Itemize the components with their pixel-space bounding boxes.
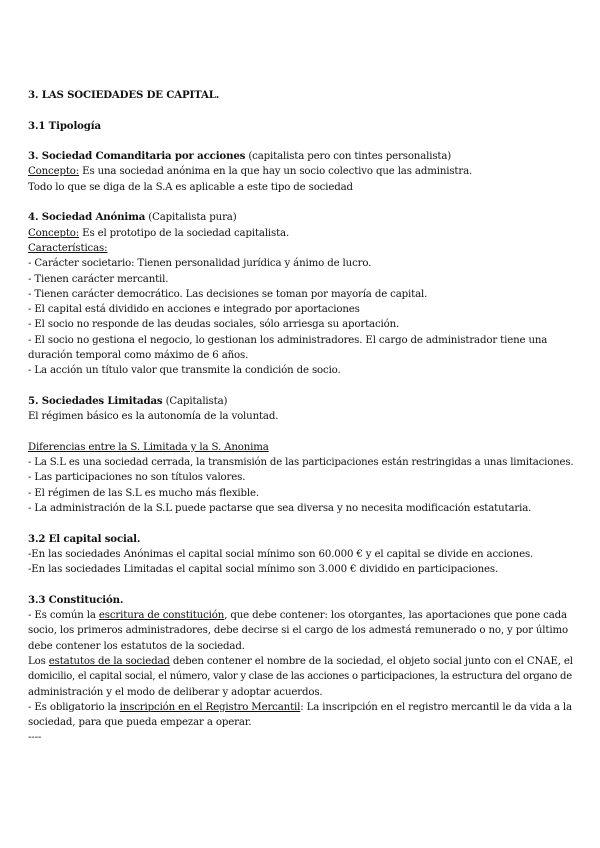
registro-link: inscripción en el Registro Mercantil: [119, 701, 301, 713]
escritura-link: escritura de constitución: [98, 610, 225, 622]
list-item: - Tienen carácter democrático. Las decisiones se toman por mayoría de capital.: [28, 288, 428, 300]
constitucion-p3-line2: sociedad, para que pueda empezar a operar.: [28, 717, 252, 729]
comanditaria-heading: 3. Sociedad Comanditaria por acciones: [28, 150, 246, 163]
limitadas-heading-line: [28, 394, 573, 409]
anonima-concept-text: Es el prototipo de la sociedad capitalista.: [79, 227, 290, 239]
list-item: - La acción un título valor que transmite la condición de socio.: [28, 365, 341, 377]
list-item: - El socio no responde de las deudas sociales, sólo arriesga su aportación.: [28, 319, 400, 331]
list-item: - El socio no gestiona el negocio, lo gestionan los administradores. El cargo de administrador tiene una: [28, 334, 548, 346]
anonima-heading: 4. Sociedad Anónima: [28, 211, 146, 224]
constitucion-p1-line2: socio, los primeros administradores, debe decirse si el cargo de los admestá remunerado o no, y por último: [28, 625, 568, 637]
limitadas-text: El régimen básico es la autonomía de la voluntad.: [28, 411, 279, 423]
anonima-heading-line: [28, 210, 573, 225]
list-item: - Tienen carácter mercantil.: [28, 273, 169, 285]
comanditaria-concept-line: [28, 164, 573, 179]
comanditaria-concept-text: Es una sociedad anónima en la que hay un socio colectivo que las administra.: [79, 166, 473, 178]
comanditaria-note: Todo lo que se diga de la S.A es aplicable a este tipo de sociedad: [28, 181, 353, 193]
constitucion-p1-line1: [28, 608, 573, 623]
constitucion-p3-a: - Es obligatorio la: [28, 701, 120, 713]
section-title: 3. LAS SOCIEDADES DE CAPITAL.: [28, 89, 220, 101]
anonima-qualifier: (Capitalista pura): [145, 212, 237, 224]
constitucion-p2-line3: administración y el modo de deliberar y adoptar acuerdos.: [28, 686, 323, 698]
constitucion-p2-a: Los: [28, 655, 49, 667]
anonima-features-label: Características:: [28, 242, 108, 254]
list-item: - El capital está dividido en acciones e integrado por aportaciones: [28, 304, 360, 316]
capital-line: -En las sociedades Limitadas el capital social mínimo son 3.000 € dividido en participaciones.: [28, 564, 499, 576]
comanditaria-qualifier: (capitalista pero con tintes personalista): [245, 151, 452, 163]
comanditaria-concept-label: Concepto:: [28, 166, 80, 178]
subsection-tipologia: 3.1 Tipología: [28, 119, 101, 132]
constitucion-p2-line1: [28, 654, 573, 669]
constitucion-p3-line1: [28, 700, 573, 715]
limitadas-heading: 5. Sociedades Limitadas: [28, 394, 163, 407]
constitucion-p2-b: deben contener el nombre de la sociedad, el objeto social junto con el CNAE, el: [169, 655, 573, 667]
anonima-concept-label: Concepto:: [28, 227, 80, 239]
list-item: - El régimen de las S.L es mucho más flexible.: [28, 487, 259, 499]
anonima-concept-line: [28, 226, 573, 241]
estatutos-link: estatutos de la sociedad: [48, 655, 170, 667]
capital-heading: 3.2 El capital social.: [28, 532, 141, 545]
list-item: - Las participaciones no son títulos valores.: [28, 472, 246, 484]
limitadas-diff-label: Diferencias entre la S. Limitada y la S. Anonima: [28, 441, 269, 453]
comanditaria-heading-line: [28, 149, 573, 164]
document-page: [28, 88, 573, 746]
capital-line: -En las sociedades Anónimas el capital social mínimo son 60.000 € y el capital se divide en acciones.: [28, 548, 534, 560]
end-marker: ----: [28, 732, 42, 744]
constitucion-heading: 3.3 Constitución.: [28, 593, 124, 606]
list-item: - La S.L es una sociedad cerrada, la transmisión de las participaciones están restringidas a unas limitaciones.: [28, 457, 574, 469]
constitucion-p1-line3: debe contener los estatutos de la sociedad.: [28, 640, 245, 652]
list-item: - La administración de la S.L puede pactarse que sea diversa y no necesita modificación estatutaria.: [28, 503, 532, 515]
constitucion-p1-b: , que debe contener: los otorgantes, las aportaciones que pone cada: [224, 610, 567, 622]
constitucion-p3-b: : La inscripción en el registro mercantil le da vida a la: [300, 701, 572, 713]
list-item: duración temporal como máximo de 6 años.: [28, 350, 249, 362]
constitucion-p1-a: - Es común la: [28, 610, 99, 622]
constitucion-p2-line2: domicilio, el capital social, el número, valor y clase de las acciones o participaciones, la estructura del organo de: [28, 671, 572, 683]
list-item: - Carácter societario: Tienen personalidad jurídica y ánimo de lucro.: [28, 258, 372, 270]
limitadas-qualifier: (Capitalista): [162, 395, 228, 407]
